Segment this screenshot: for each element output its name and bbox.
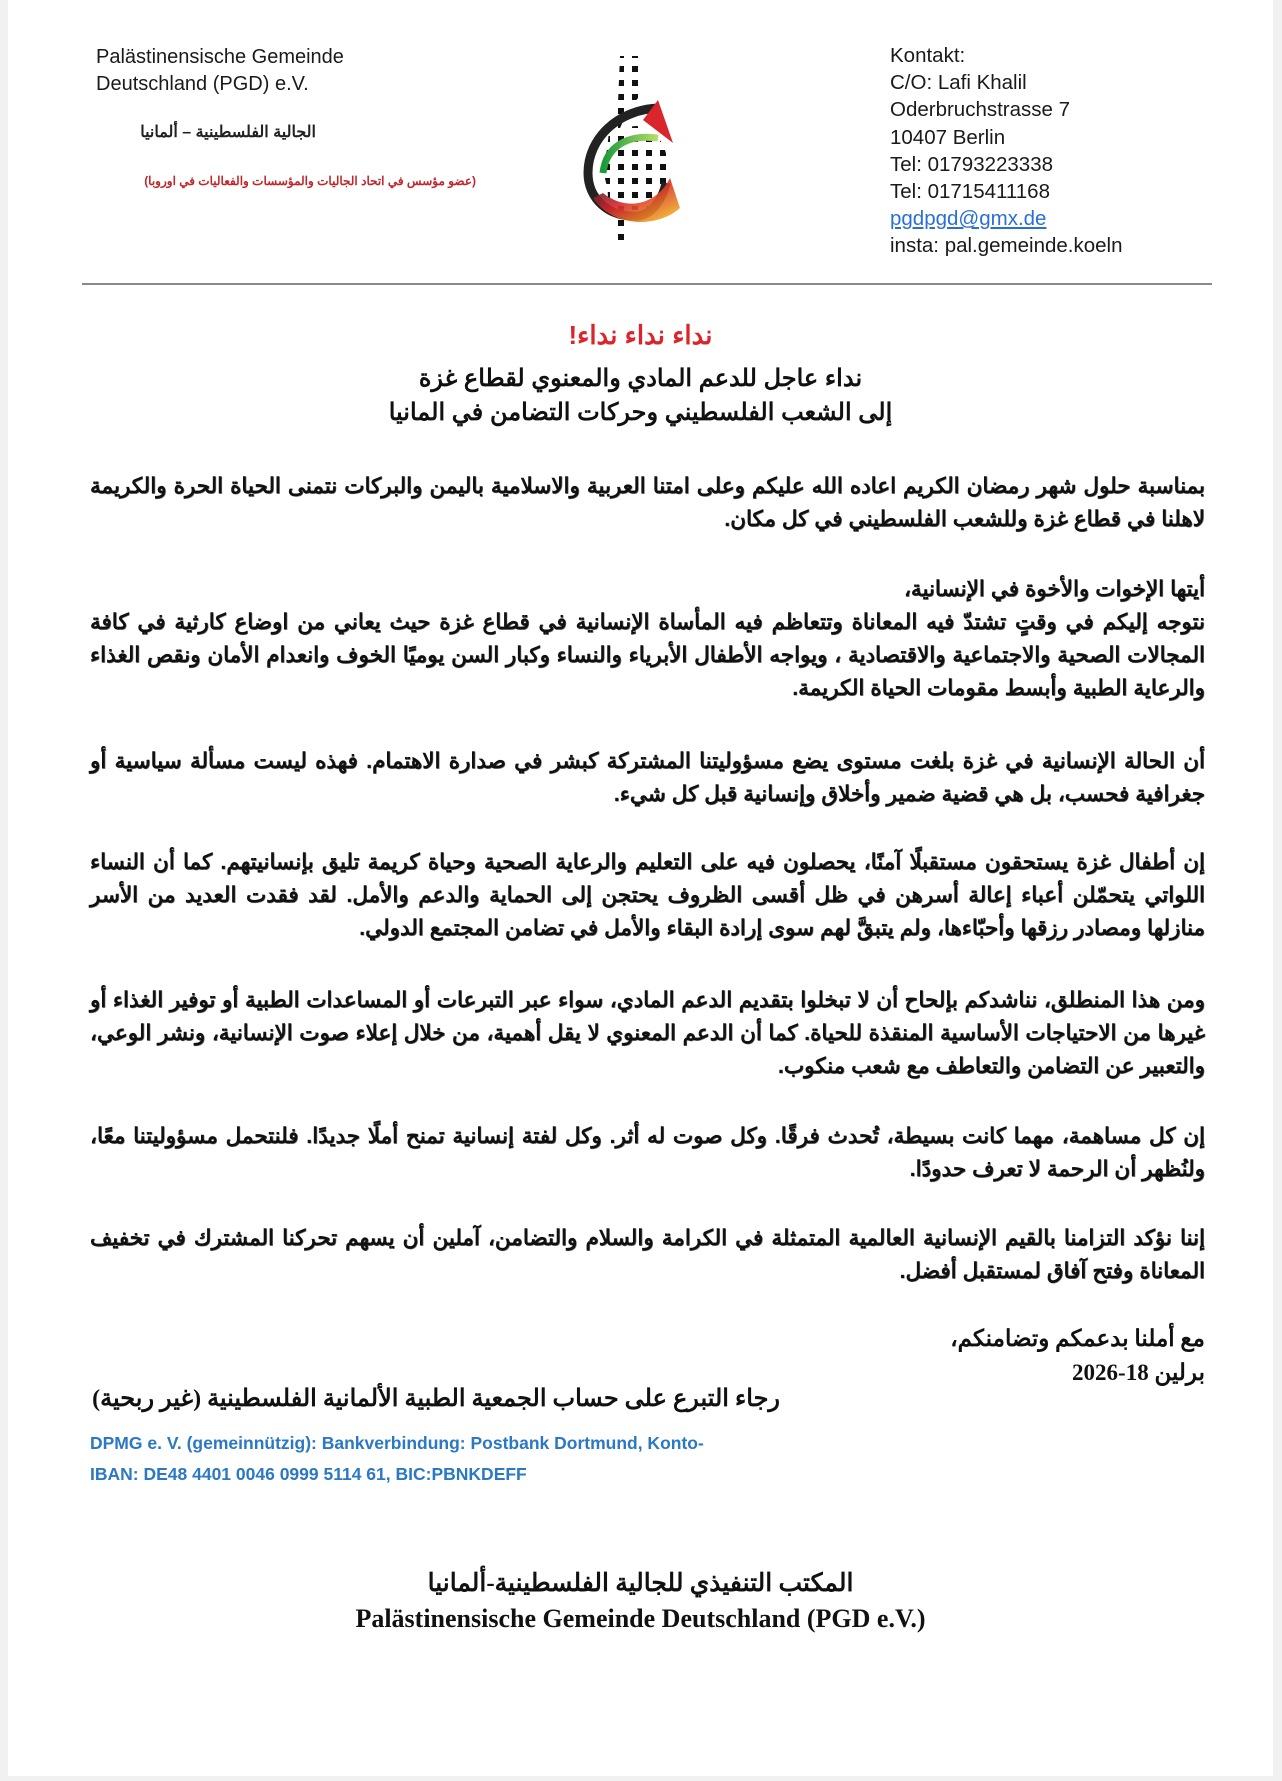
email-link[interactable]: pgdpgd@gmx.de <box>890 207 1047 231</box>
membership-note: (عضو مؤسس في اتحاد الجاليات والمؤسسات والفعاليات في اوروبا) <box>144 174 476 188</box>
contact-block <box>890 42 1123 260</box>
org-name-line2: Deutschland (PGD) e.V. <box>96 73 309 95</box>
bank-line-1: DPMG e. V. (gemeinnützig): Bankverbindung: Postbank Dortmund, Konto- <box>90 1433 704 1453</box>
paragraph-3: أن الحالة الإنسانية في غزة بلغت مستوى يضع مسؤوليتنا المشتركة كبشر في صدارة الاهتمام. فهذه ليست مسألة سياسية أو جغرافية فحسب، بل هي قضية ضمير وأخلاق وإنسانية قبل كل شيء. <box>90 749 1205 806</box>
salutation: أيتها الإخوات والأخوة في الإنسانية، <box>903 577 1205 601</box>
closing-line-1: مع أملنا بدعمكم وتضامنكم، <box>950 1326 1205 1351</box>
document-page <box>8 0 1273 1776</box>
paragraph-6: إن كل مساهمة، مهما كانت بسيطة، تُحدث فرقًا. وكل صوت له أثر. وكل لفتة إنسانية تمنح أملًا جديدًا. فلنتحمل مسؤوليتنا معًا، ولنُظهر أن الرحمة لا تعرف حدودًا. <box>90 1124 1205 1181</box>
paragraph-1: بمناسبة حلول شهر رمضان الكريم اعاده الله عليكم وعلى امتنا العربية والاسلامية باليمن والبركات نتمنى الحياة الحرة والكريمة لاهلنا في قطاع غزة وللشعب الفلسطيني في كل مكان. <box>90 474 1205 531</box>
org-name-german <box>96 44 344 98</box>
subtitle-line-2: إلى الشعب الفلسطيني وحركات التضامن في المانيا <box>388 399 893 426</box>
contact-street: Oderbruchstrasse 7 <box>890 98 1071 122</box>
org-name-arabic: الجالية الفلسطينية – ألمانيا <box>140 124 316 141</box>
paragraph-2: نتوجه إليكم في وقتٍ تشتدّ فيه المعاناة وتتعاظم فيه المأساة الإنسانية في قطاع غزة حيث يعاني من اوضاع كارثية في كافة المجالات الصحية والاجتماعية والاقتصادية ، ويواجه الأطفال الأبرياء والنساء وكبار السن يوميًا الخوف وانعدام الأمان ونقص الغذاء والرعاية الطبية وأبسط مقومات الحياة الكريمة. <box>90 610 1205 700</box>
contact-phone-2: Tel: 01715411168 <box>890 180 1050 204</box>
header-divider <box>82 283 1212 285</box>
contact-instagram: insta: pal.gemeinde.koeln <box>890 234 1123 258</box>
donation-request: رجاء التبرع على حساب الجمعية الطبية الألمانية الفلسطينية (غير ربحية) <box>92 1386 780 1412</box>
closing-date: برلين 18-2026 <box>1072 1360 1205 1385</box>
paragraph-7: إننا نؤكد التزامنا بالقيم الإنسانية العالمية المتمثلة في الكرامة والسلام والتضامن، آملين أن يسهم تحركنا المشترك في تخفيف المعاناة وفتح آفاق لمستقبل أفضل. <box>90 1226 1205 1283</box>
paragraph-4: إن أطفال غزة يستحقون مستقبلًا آمنًا، يحصلون فيه على التعليم والرعاية الصحية وحياة كريمة تليق بإنسانيتهم. كما أن النساء اللواتي يتحمّلن أعباء إعالة أسرهن في ظل أقسى الظروف يحتجن إلى الحماية والدعم والأمل. لقد فقدت العديد من الأسر منازلها ومصادر رزقها وأحبّاءها، ولم يتبقَّ لهم سوى إرادة البقاء والأمل في تضامن المجتمع الدولي. <box>90 850 1205 940</box>
subtitle-line-1: نداء عاجل للدعم المادي والمعنوي لقطاع غزة <box>418 365 863 392</box>
org-name-line1: Palästinensische Gemeinde <box>96 46 344 68</box>
bank-iban: IBAN: DE48 4401 0046 0999 5114 61, BIC:PBNKDEFF <box>90 1464 527 1484</box>
contact-heading: Kontakt: <box>890 44 966 67</box>
contact-phone-1: Tel: 01793223338 <box>890 152 1054 176</box>
headline: نداء نداء نداء! <box>568 320 713 350</box>
contact-city: 10407 Berlin <box>890 125 1006 149</box>
paragraph-5: ومن هذا المنطلق، نناشدكم بإلحاح أن لا تبخلوا بتقديم الدعم المادي، سواء عبر التبرعات أو المساعدات الطبية أو توفير الغذاء أو غيرها من الاحتياجات الأساسية المنقذة للحياة. كما أن الدعم المعنوي لا يقل أهمية، من خلال إعلاء صوت الإنسانية، ونشر الوعي، والتعبير عن التضامن والتعاطف مع شعب منكوب. <box>90 988 1205 1078</box>
footer-office-arabic: المكتب التنفيذي للجالية الفلسطينية-ألمانيا <box>427 1570 854 1597</box>
footer-org-german: Palästinensische Gemeinde Deutschland (PGD e.V.) <box>355 1604 926 1633</box>
contact-co: C/O: Lafi Khalil <box>890 71 1027 95</box>
pgd-logo-icon <box>558 48 708 248</box>
bank-details <box>90 1428 704 1490</box>
